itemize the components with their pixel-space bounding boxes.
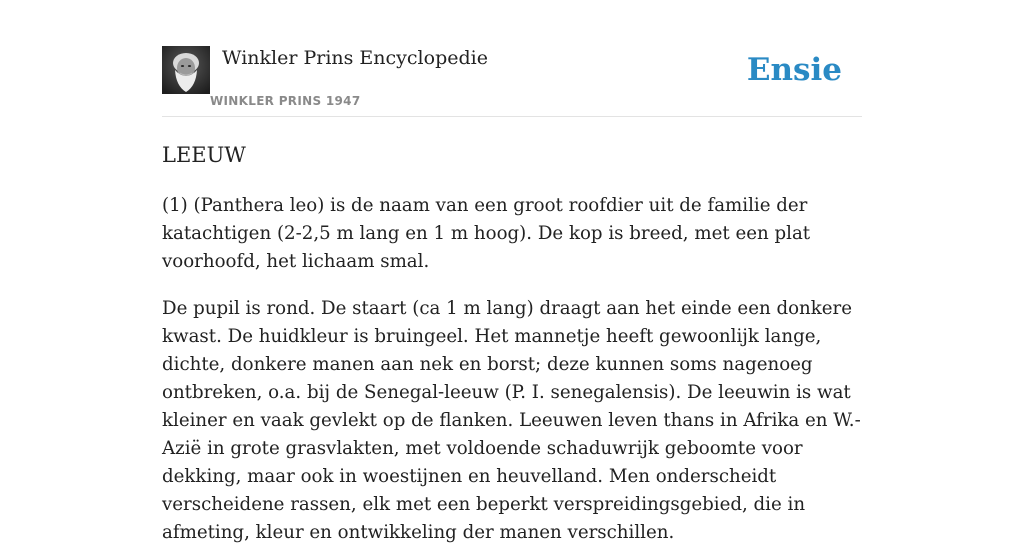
article-paragraph: De pupil is rond. De staart (ca 1 m lang) draagt aan het einde een donkere kwast. De huidkleur is bruingeel. Het mannetje heeft gewoonlijk lange, dichte, donkere manen aan nek en borst; deze kunnen soms nagenoeg ontbreken, o.a. bij de Senegal-leeuw (P. I. senegalensis). De leeuwin is wat kleiner en vaak gevlekt op de flanken. Leeuwen leven thans in Afrika en W.-Azië in grote grasvlakten, met voldoende schaduwrijk geboomte voor dekking, maar ook in woestijnen en heuvelland. Men onderscheidt verscheidene rassen, elk met een beperkt verspreidingsgebied, die in afmeting, kleur en ontwikkeling der manen verschillen. bbox=[162, 298, 861, 543]
bearded-man-portrait-icon bbox=[162, 46, 210, 94]
avatar[interactable] bbox=[162, 46, 210, 94]
article bbox=[162, 140, 867, 547]
source-subtitle: WINKLER PRINS 1947 bbox=[210, 94, 361, 108]
brand-logo-link[interactable]: Ensie bbox=[746, 52, 842, 88]
article-paragraph: (1) (Panthera leo) is de naam van een groot roofdier uit de familie der katachtigen (2-2,5 m lang en 1 m hoog). De kop is breed, met een plat voorhoofd, het lichaam smal. bbox=[162, 195, 811, 272]
article-title: LEEUW bbox=[162, 143, 246, 167]
source-title[interactable]: Winkler Prins Encyclopedie bbox=[222, 47, 488, 69]
source-header bbox=[162, 46, 862, 117]
